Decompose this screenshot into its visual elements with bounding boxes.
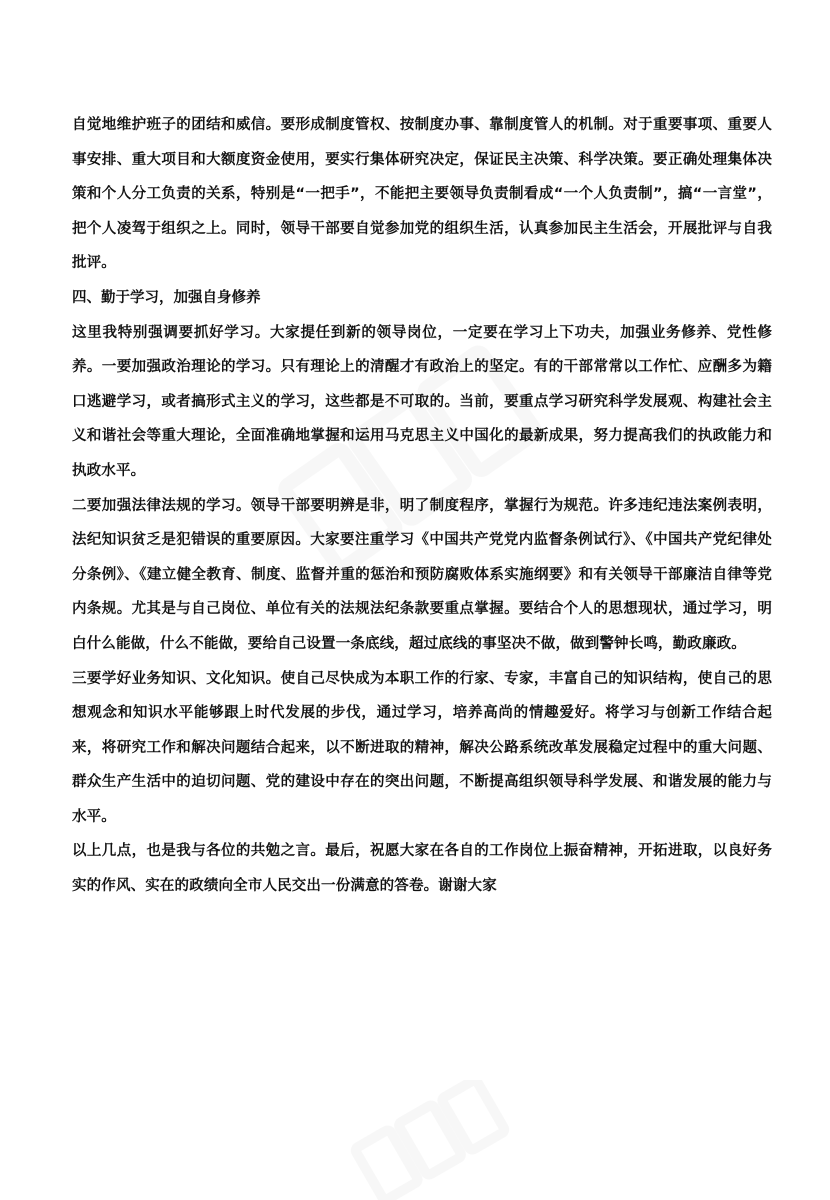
document-body bbox=[72, 108, 772, 904]
paragraph-political-theory: 这里我特别强调要抓好学习。大家提任到新的领导岗位，一定要在学习上下功夫，加强业务修养、党性修养。一要加强政治理论的学习。只有理论上的清醒才有政治上的坚定。有的干部常常以工作忙、应酬多为籍口逃避学习，或者搞形式主义的学习，这些都是不可取的。当前，要重点学习研究科学发展观、构建社会主义和谐社会等重大理论，全面准确地掌握和运用马克思主义中国化的最新成果，努力提高我们的执政能力和执政水平。 bbox=[72, 324, 772, 479]
paragraph-law-study: 二要加强法律法规的学习。领导干部要明辨是非，明了制度程序，掌握行为规范。许多违纪违法案例表明，法纪知识贫乏是犯错误的重要原因。大家要注重学习《中国共产党党内监督条例试行》、《中国共产党纪律处分条例》、《建立健全教育、制度、监督并重的惩治和预防腐败体系实施纲要》和有关领导干部廉洁自律等党内条规。尤其是与自己岗位、单位有关的法规法纪条款要重点掌握。要结合个人的思想现状，通过学习，明白什么能做，什么不能做，要给自己设置一条底线，超过底线的事坚决不做，做到警钟长鸣，勤政廉政。 bbox=[72, 497, 772, 652]
section-heading-study: 四、勤于学习，加强自身修养 bbox=[72, 289, 261, 306]
paragraph-closing-remarks: 以上几点，也是我与各位的共勉之言。最后，祝愿大家在各自的工作岗位上振奋精神，开拓进取，以良好务实的作风、实在的政绩向全市人民交出一份满意的答卷。谢谢大家 bbox=[72, 843, 772, 895]
paragraph-business-knowledge: 三要学好业务知识、文化知识。使自己尽快成为本职工作的行家、专家，丰富自己的知识结构，使自己的思想观念和知识水平能够跟上时代发展的步伐，通过学习，培养高尚的情趣爱好。将学习与创新工作结合起来，将研究工作和解决问题结合起来，以不断进取的精神，解决公路系统改革发展稳定过程中的重大问题、群众生产生活中的迫切问题、党的建设中存在的突出问题，不断提高组织领导科学发展、和谐发展的能力与水平。 bbox=[72, 670, 772, 825]
paragraph-leadership-unity: 自觉地维护班子的团结和威信。要形成制度管权、按制度办事、靠制度管人的机制。对于重要事项、重要人事安排、重大项目和大额度资金使用，要实行集体研究决定，保证民主决策、科学决策。要正确处理集体决策和个人分工负责的关系，特别是“一把手”，不能把主要领导负责制看成“一个人负责制”，搞“一言堂”，把个人凌驾于组织之上。同时，领导干部要自觉参加党的组织生活，认真参加民主生活会，开展批评与自我批评。 bbox=[72, 117, 772, 272]
watermark-graphic-bottom bbox=[330, 1080, 530, 1200]
